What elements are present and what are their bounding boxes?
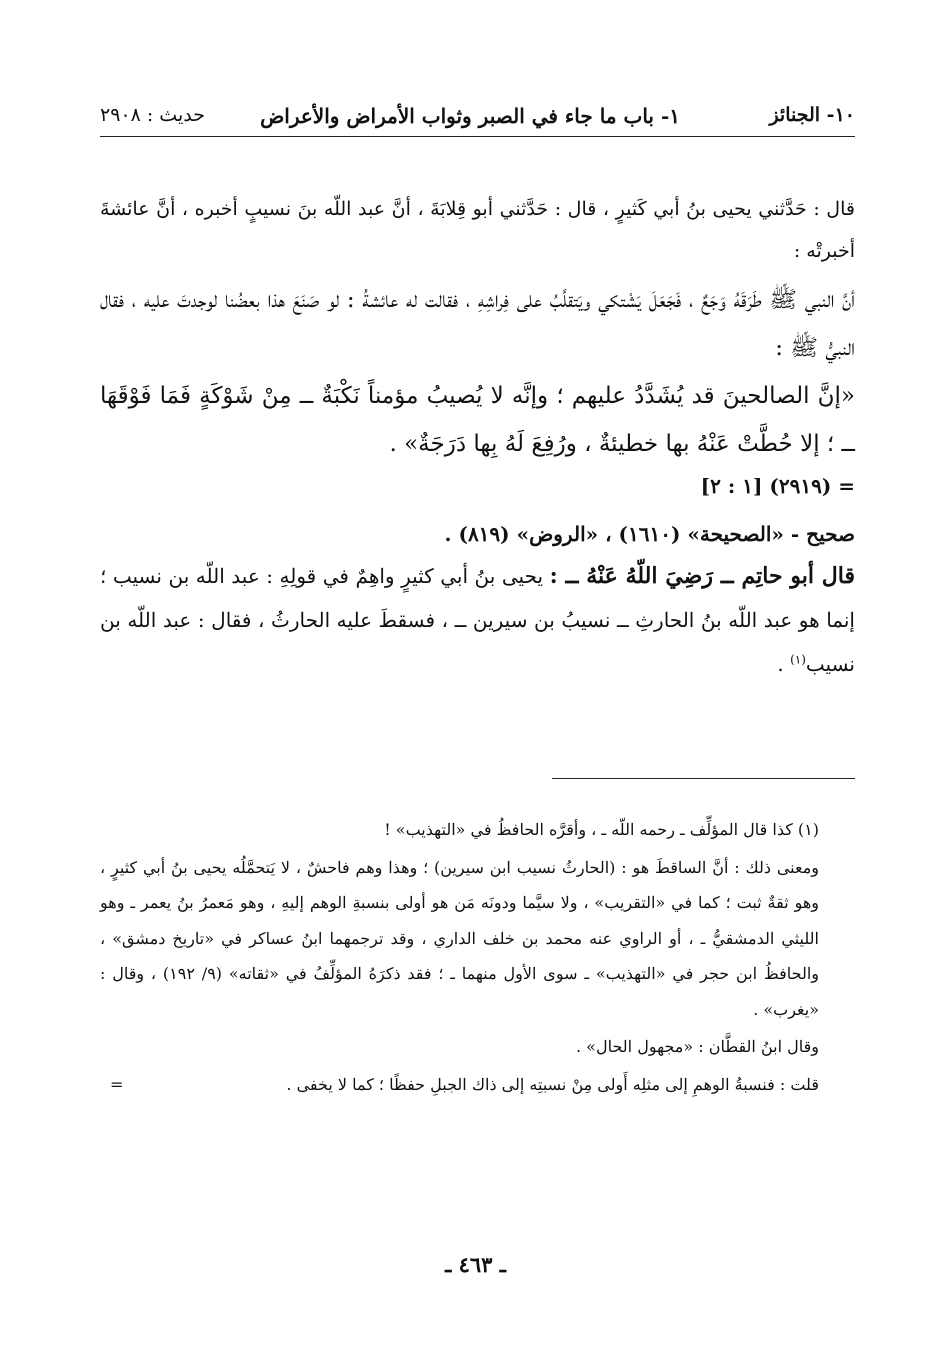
main-text	[100, 188, 855, 686]
footnotes	[100, 812, 855, 1102]
page-number: ـ ٤٦٣ ـ	[445, 1252, 506, 1277]
bab-title: ١- باب ما جاء في الصبر وثواب الأمراض والأعراض	[260, 104, 680, 128]
footnote-qult	[100, 1067, 855, 1103]
running-head	[100, 98, 855, 134]
abu-hatim-text: يحيى بنُ أبي كثيرٍ واهِمٌ في قولِهِ : عبد اللّه بن نسيب ؛ إنما هو عبد اللّه بنُ الحارثِ ــ نسيبُ بن سيرين ــ ، فسقطَ عليه الحارثُ ، فقال : عبد اللّه بن نسيب	[100, 564, 855, 676]
prophetic-quote: «إنَّ الصالحينَ قد يُشَدَّدُ عليهم ؛ وإنَّه لا يُصيبُ مؤمناً نَكْبَةٌ ــ مِنْ شَوْكَةٍ فَمَا فَوْقَهَا ــ ؛ إلا حُطَّتْ عَنْهُ بها خطيئةٌ ، ورُفِعَ لَهُ بِها دَرَجَةٌ» .	[100, 383, 855, 457]
abu-hatim-lead: قال أبو حاتِم ــ رَضِيَ اللّهُ عَنْهُ ــ :	[549, 563, 856, 589]
footnote-marker[interactable]: (١)	[790, 652, 806, 667]
grading-line: صحيح - «الصحيحة» (١٦١٠) ، «الروض» (٨١٩) .	[444, 522, 855, 546]
footnote-qult-text: قلت : فنسبةُ الوهمِ إلى مثلِه أَولى مِنْ نسبتِه إلى ذاك الجبلِ حفظًا ؛ كما لا يخفى .	[286, 1074, 819, 1094]
footnote-ibn-qattan: وقال ابنُ القطَّان : «مجهول الحال» .	[576, 1037, 819, 1056]
hadith-number: حديث : ٢٩٠٨	[100, 104, 205, 126]
footnote-separator	[552, 778, 855, 779]
abu-hatim-paragraph	[100, 554, 855, 686]
footnote-meaning: ومعنى ذلك : أنَّ الساقطَ هو : (الحارثُ نسيب ابن سيرين) ؛ وهذا وهم فاحشٌ ، لا يَتحمَّلُه يحيى بنُ أبي كثيرٍ ، وهو ثقةٌ ثبت ؛ كما في «التقريب» ، ولا سيَّما ودونَه مَن هو أولى بنسبةِ الوهم إليهِ ، وهو مَعمرُ بنُ يعمر ـ وهو الليثي الدمشقيُّ ـ ، أو الراوي عنه محمد بن خلف الداري ، وقد ترجمهما ابنُ عساكر في «تاريخ دمشق» ، والحافظُ ابن حجر في «التهذيب» ـ سوى الأول منهما ـ ؛ فقد ذكرَهُ المؤلِّفُ في «ثقاته» (٩/ ١٩٢) ، وقال : «يغرب» .	[100, 857, 820, 1019]
abu-hatim-end: .	[777, 652, 791, 676]
isnad-paragraph: قال : حَدَّثني يحيى بنُ أبي كَثيرٍ ، قال : حَدَّثني أبو قِلابَةَ ، أنَّ عبد اللّه بنَ نسيبٍ أخبره ، أنَّ عائشةَ أخبرتْه :	[100, 198, 855, 262]
chapter-title: ١٠- الجنائز	[769, 104, 855, 126]
cross-reference: = (٢٩١٩) [١ : ٢]	[700, 474, 855, 498]
header-rule	[100, 136, 855, 137]
footnote-1: (١) كذا قال المؤلِّف ـ رحمه اللّه ـ ، وأقرَّه الحافظُ في «التهذيب» !	[384, 820, 819, 839]
matn-paragraph: أنَّ النبي ﷺ طَرَقَهُ وَجَعٌ ، فَجَعَلَ يَشْتكي ويَتقلَّبُ على فِراشِهِ ، فقالت له عائشةُ : لو صَنَعَ هذا بعضُنا لوجدتَ عليه ، فقال النبيُّ ﷺ :	[100, 287, 855, 361]
continuation-mark: =	[110, 1074, 124, 1094]
